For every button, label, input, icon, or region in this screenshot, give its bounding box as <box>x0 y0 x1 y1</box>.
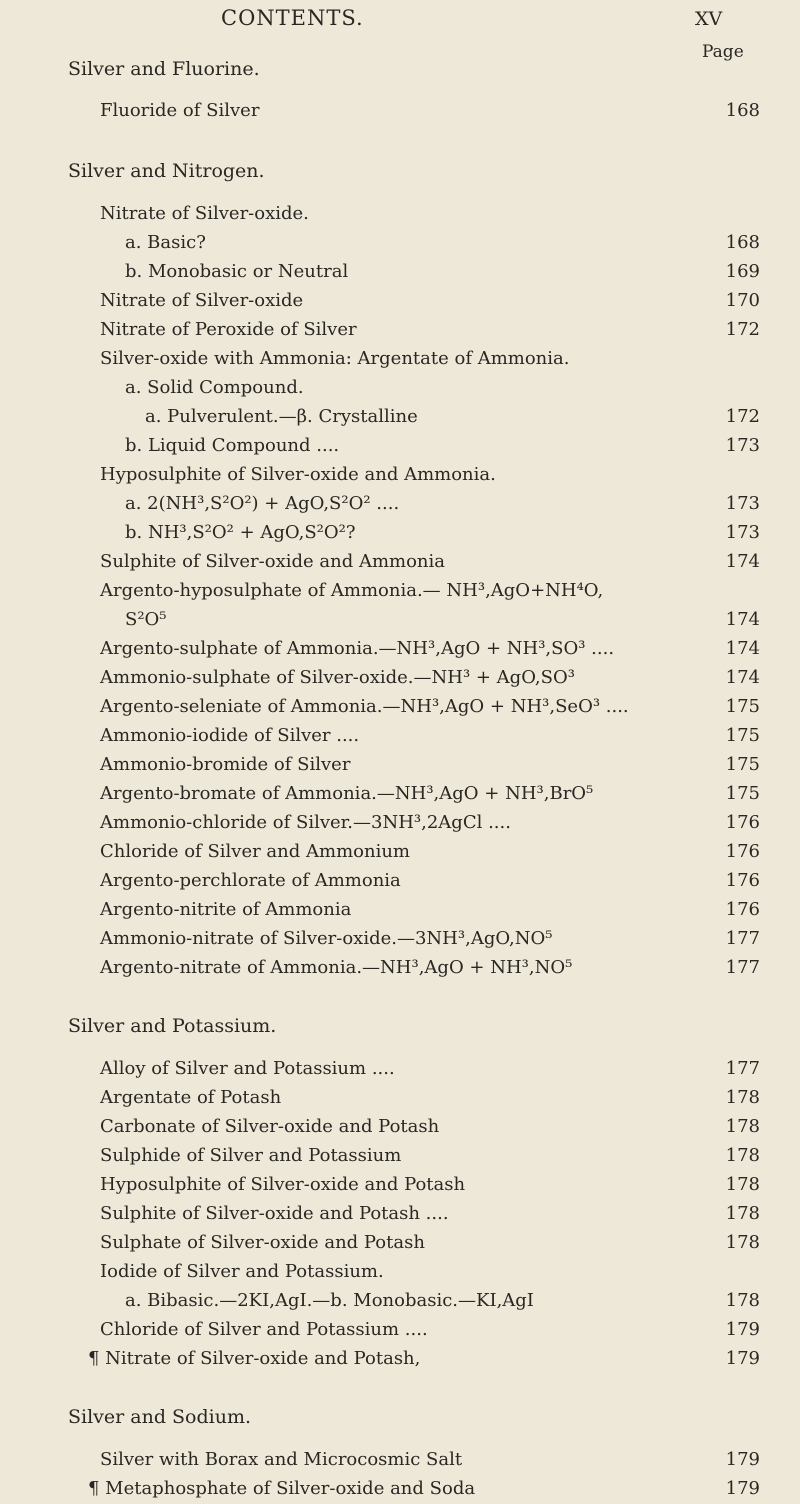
contents-entry <box>0 870 800 896</box>
entry-title: Argento-perchlorate of Ammonia <box>100 870 401 891</box>
entry-title: Ammonio-iodide of Silver .... <box>100 725 360 746</box>
contents-entry <box>0 899 800 925</box>
entry-title: Chloride of Silver and Ammonium <box>100 841 410 862</box>
contents-entry <box>0 522 800 548</box>
contents-entry <box>0 928 800 954</box>
contents-entry <box>0 1116 800 1142</box>
entry-page-number: 175 <box>725 783 760 804</box>
entry-title: ¶ Metaphosphate of Silver-oxide and Soda <box>88 1478 476 1499</box>
contents-entry <box>0 290 800 316</box>
entry-page-number: 172 <box>725 319 760 340</box>
entry-page-number: 178 <box>725 1174 760 1195</box>
contents-entry <box>0 377 800 403</box>
entry-title: a. Solid Compound. <box>125 377 304 398</box>
entry-page-number: 178 <box>725 1116 760 1137</box>
contents-entry <box>0 1087 800 1113</box>
entry-title: Nitrate of Silver-oxide <box>100 290 304 311</box>
entry-title: Ammonio-nitrate of Silver-oxide.—3NH³,AgO,NO⁵ <box>100 928 553 949</box>
section-title: Silver and Fluorine. <box>68 58 260 80</box>
entry-page-number: 169 <box>725 261 760 282</box>
contents-entry <box>0 203 800 229</box>
entry-page-number: 170 <box>725 290 760 311</box>
contents-entry <box>0 1319 800 1345</box>
entry-page-number: 177 <box>725 928 760 949</box>
contents-entry <box>0 1145 800 1171</box>
entry-title: a. Bibasic.—2KI,AgI.—b. Monobasic.—KI,AgI <box>125 1290 534 1311</box>
entry-title: b. Monobasic or Neutral <box>125 261 349 282</box>
contents-entry <box>0 1261 800 1287</box>
contents-entry <box>0 696 800 722</box>
entry-title: a. 2(NH³,S²O²) + AgO,S²O² .... <box>125 493 400 514</box>
entry-page-number: 174 <box>725 551 760 572</box>
entry-title: Argento-seleniate of Ammonia.—NH³,AgO + NH³,SeO³ .... <box>100 696 629 717</box>
entry-page-number: 178 <box>725 1145 760 1166</box>
contents-entry <box>0 1174 800 1200</box>
entry-title: b. NH³,S²O² + AgO,S²O²? <box>125 522 356 543</box>
entry-page-number: 174 <box>725 609 760 630</box>
entry-title: Sulphate of Silver-oxide and Potash <box>100 1232 425 1253</box>
contents-entry <box>0 1203 800 1229</box>
contents-entry <box>0 319 800 345</box>
contents-entry <box>0 1348 800 1374</box>
contents-entry <box>0 1478 800 1504</box>
entry-title: Argento-hyposulphate of Ammonia.— NH³,AgO+NH⁴O, <box>100 580 604 601</box>
section-title: Silver and Potassium. <box>68 1015 277 1037</box>
entry-page-number: 173 <box>725 493 760 514</box>
entry-page-number: 178 <box>725 1087 760 1108</box>
contents-entry <box>0 754 800 780</box>
entry-title: a. Pulverulent.—β. Crystalline <box>145 406 418 427</box>
entry-title: ¶ Nitrate of Silver-oxide and Potash, <box>88 1348 421 1369</box>
contents-entry <box>0 435 800 461</box>
entry-page-number: 168 <box>725 100 760 121</box>
section-heading <box>0 1015 800 1041</box>
entry-page-number: 175 <box>725 696 760 717</box>
contents-entry <box>0 348 800 374</box>
entry-title: Silver with Borax and Microcosmic Salt <box>100 1449 463 1470</box>
entry-page-number: 178 <box>725 1203 760 1224</box>
entry-title: Sulphite of Silver-oxide and Ammonia <box>100 551 445 572</box>
entry-title: Hyposulphite of Silver-oxide and Potash <box>100 1174 466 1195</box>
section-title: Silver and Sodium. <box>68 1406 252 1428</box>
entry-page-number: 174 <box>725 667 760 688</box>
contents-entry <box>0 1449 800 1475</box>
section-heading <box>0 58 800 84</box>
entry-page-number: 176 <box>725 841 760 862</box>
section-title: Silver and Nitrogen. <box>68 160 265 182</box>
section-heading <box>0 160 800 186</box>
entry-page-number: 176 <box>725 870 760 891</box>
contents-entry <box>0 232 800 258</box>
contents-entry <box>0 100 800 126</box>
running-head <box>0 6 800 34</box>
entry-page-number: 172 <box>725 406 760 427</box>
entry-title: Fluoride of Silver <box>100 100 260 121</box>
entry-title: Argento-nitrite of Ammonia <box>100 899 352 920</box>
entry-page-number: 168 <box>725 232 760 253</box>
contents-entry <box>0 261 800 287</box>
entry-title: a. Basic? <box>125 232 206 253</box>
contents-entry <box>0 580 800 606</box>
contents-entry <box>0 464 800 490</box>
contents-entry <box>0 841 800 867</box>
entry-title: Alloy of Silver and Potassium .... <box>100 1058 395 1079</box>
section-heading <box>0 1406 800 1432</box>
contents-entry <box>0 725 800 751</box>
entry-page-number: 179 <box>725 1348 760 1369</box>
entry-page-number: 178 <box>725 1232 760 1253</box>
entry-title: Carbonate of Silver-oxide and Potash <box>100 1116 440 1137</box>
entry-title: Argento-nitrate of Ammonia.—NH³,AgO + NH³,NO⁵ <box>100 957 573 978</box>
entry-title: Ammonio-bromide of Silver <box>100 754 351 775</box>
contents-entry <box>0 551 800 577</box>
entry-title: Sulphide of Silver and Potassium <box>100 1145 402 1166</box>
entry-title: Sulphite of Silver-oxide and Potash .... <box>100 1203 449 1224</box>
contents-entry <box>0 406 800 432</box>
entry-page-number: 175 <box>725 754 760 775</box>
entry-title: S²O⁵ <box>125 609 167 630</box>
entry-title: Ammonio-chloride of Silver.—3NH³,2AgCl .... <box>100 812 511 833</box>
entry-page-number: 176 <box>725 812 760 833</box>
entry-title: Argento-sulphate of Ammonia.—NH³,AgO + NH³,SO³ .... <box>100 638 615 659</box>
entry-page-number: 179 <box>725 1449 760 1470</box>
entry-title: Iodide of Silver and Potassium. <box>100 1261 384 1282</box>
contents-entry <box>0 812 800 838</box>
entry-title: Argento-bromate of Ammonia.—NH³,AgO + NH³,BrO⁵ <box>100 783 594 804</box>
entry-title: Chloride of Silver and Potassium .... <box>100 1319 428 1340</box>
contents-entry <box>0 1232 800 1258</box>
contents-entry <box>0 638 800 664</box>
entry-page-number: 178 <box>725 1290 760 1311</box>
entry-page-number: 173 <box>725 522 760 543</box>
entry-page-number: 179 <box>725 1319 760 1340</box>
contents-entry <box>0 1058 800 1084</box>
entry-page-number: 177 <box>725 1058 760 1079</box>
contents-entry <box>0 957 800 983</box>
entry-title: Ammonio-sulphate of Silver-oxide.—NH³ + AgO,SO³ <box>100 667 575 688</box>
entry-page-number: 173 <box>725 435 760 456</box>
entry-title: Argentate of Potash <box>100 1087 282 1108</box>
entry-title: Nitrate of Silver-oxide. <box>100 203 309 224</box>
folio-number: XV <box>695 8 723 30</box>
running-head-title: CONTENTS. <box>221 6 364 30</box>
page-column-label: Page <box>702 42 744 62</box>
contents-entry <box>0 667 800 693</box>
contents-entry <box>0 783 800 809</box>
entry-title: Hyposulphite of Silver-oxide and Ammonia. <box>100 464 496 485</box>
entry-page-number: 177 <box>725 957 760 978</box>
entry-page-number: 174 <box>725 638 760 659</box>
entry-page-number: 176 <box>725 899 760 920</box>
entry-title: b. Liquid Compound .... <box>125 435 340 456</box>
contents-entry <box>0 1290 800 1316</box>
entry-title: Silver-oxide with Ammonia: Argentate of Ammonia. <box>100 348 570 369</box>
entry-page-number: 179 <box>725 1478 760 1499</box>
contents-entry <box>0 493 800 519</box>
entry-page-number: 175 <box>725 725 760 746</box>
contents-entry <box>0 609 800 635</box>
entry-title: Nitrate of Peroxide of Silver <box>100 319 357 340</box>
